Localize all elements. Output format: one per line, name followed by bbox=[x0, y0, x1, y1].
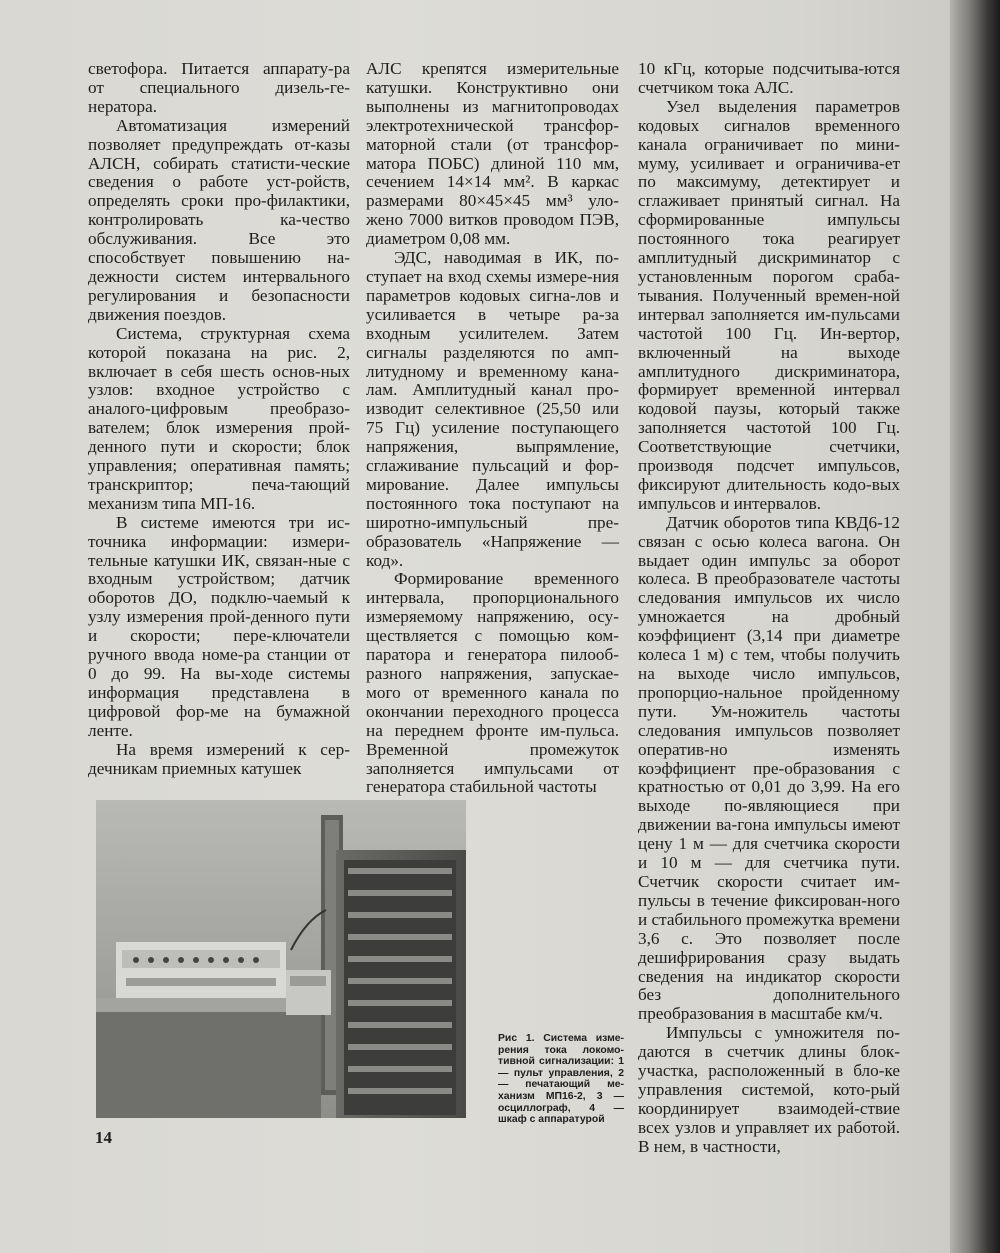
equipment-photo bbox=[96, 800, 466, 1118]
paragraph: Формирование временного интервала, пропорционального измеряемому напряжению, осу-ществляется с помощью ком-паратора и генератора пилооб-разного напряжения, запускае-мого от временного канала по окончании переходного процесса на переднем фронте им-пульса. Временной промежуток заполняется импульсами от генератора стабильной частоты bbox=[366, 569, 619, 797]
paragraph: Импульсы с умножителя по-даются в счетчик длины блок-участка, расположенный в бло-ке управления системой, кото-рый координирует взаимодей-ствие всех узлов и управляет их работой. В нем, в частности, bbox=[638, 1023, 900, 1156]
paragraph: светофора. Питается аппарату-ра от специального дизель-ге-нератора. bbox=[88, 59, 350, 116]
paragraph: В системе имеются три ис-точника информации: измери-тельные катушки ИК, связан-ные с входным устройством; датчик оборотов ДО, подклю-чаемый к узлу измерения прой-денного пути и скорости; пере-ключатели ручного ввода номе-ра станции от 0 до 99. На вы-ходе системы информация представлена в цифровой фор-ме на бумажной ленте. bbox=[88, 512, 350, 740]
paragraph: Система, структурная схема которой показана на рис. 2, включает в себя шесть основ-ных узлов: входное устройство с аналого-цифровым преобразо-вателем; блок измерения прой-денного пути и скорости; блок управления; оперативная память; транскриптор; печа-тающий механизм типа МП-16. bbox=[88, 323, 350, 513]
figure-caption: Рис 1. Система изме-рения тока локомо-тивной сигнализации: 1 — пульт управления, 2 — печатающий ме-ханизм МП16-2, 3 — осциллограф, 4 — шкаф с аппаратурой bbox=[498, 1033, 624, 1126]
page-number: 14 bbox=[95, 1128, 112, 1147]
book-spine-shadow bbox=[950, 0, 1000, 1253]
paragraph: Датчик оборотов типа КВД6-12 связан с осью колеса вагона. Он выдает один импульс за оборот колеса. В преобразователе частоты следования импульсов их число умножается на дробный коэффициент (3,14 при диаметре колеса 1 м) с тем, чтобы получить на выходе число импульсов, пропорцио-нальное пройденному пути. Ум-ножитель частоты следования импульсов позволяет оператив-но изменять коэффициент пре-образования с кратностью от 0,01 до 3,99. На его выходе по-являющиеся при движении ва-гона импульсы имеют цену 1 м — для счетчика скорости и 10 м — для счетчика пути. Счетчик скорости считает им-пульсы в течение фиксирован-ного и стабильного промежутка времени 3,6 с. Это позволяет после дешифрирования сразу выдать сведения на индикатор скорости без дополнительного преобразования в масштабе км/ч. bbox=[638, 512, 900, 1024]
text-column-3 bbox=[638, 60, 900, 1157]
paragraph: АЛС крепятся измерительные катушки. Конструктивно они выполнены из магнитопроводах электротехнической трансфор-маторной стали (от трансфор-матора ПОБС) длиной 110 мм, сечением 14×14 мм². В каркас размерами 80×45×45 мм³ уло-жено 7000 витков проводом ПЭВ, диаметром 0,08 мм. bbox=[366, 59, 619, 249]
paragraph: На время измерений к сер-дечникам приемных катушек bbox=[88, 739, 350, 778]
paragraph: ЭДС, наводимая в ИК, по-ступает на вход схемы измере-ния параметров кодовых сигна-лов и усиливается в четыре ра-за входным усилителем. Затем сигналы разделяются по амп-литудному и временному кана-лам. Амплитудный канал про-изводит селективное (25,50 или 75 Гц) усиление поступающего напряжения, выпрямление, сглаживание пульсаций и фор-мирование. Далее импульсы постоянного тока поступают на широтно-импульсный пре-образователь «Напряжение — код». bbox=[366, 248, 619, 570]
equipment-photo-illustration bbox=[96, 800, 466, 1118]
paragraph: 10 кГц, которые подсчитыва-ются счетчиком тока АЛС. bbox=[638, 59, 900, 97]
text-column-2 bbox=[366, 60, 619, 797]
paragraph: Узел выделения параметров кодовых сигналов временного канала ограничивает по мини-муму, усиливает и ограничива-ет по максимуму, детектирует и сглаживает принятый сигнал. На сформированные импульсы постоянного тока реагирует амплитудный дискриминатор с установленным порогом сраба-тывания. Полученный времен-ной интервал заполняется им-пульсами частотой 100 Гц. Ин-вертор, включенный на выходе амплитудного дискриминатора, формирует временной интервал кодовой паузы, который также заполняется частотой 100 Гц. Соответствующие счетчики, производя подсчет импульсов, фиксируют длительность кодо-вых импульсов и интервалов. bbox=[638, 96, 900, 513]
paragraph: Автоматизация измерений позволяет предупреждать от-казы АЛСН, собирать статисти-ческие сведения о работе уст-ройств, определять сроки про-филактики, контролировать ка-чество обслуживания. Все это способствует повышению на-дежности систем интервального регулирования и безопасности движения поездов. bbox=[88, 115, 350, 324]
text-column-1 bbox=[88, 60, 350, 778]
